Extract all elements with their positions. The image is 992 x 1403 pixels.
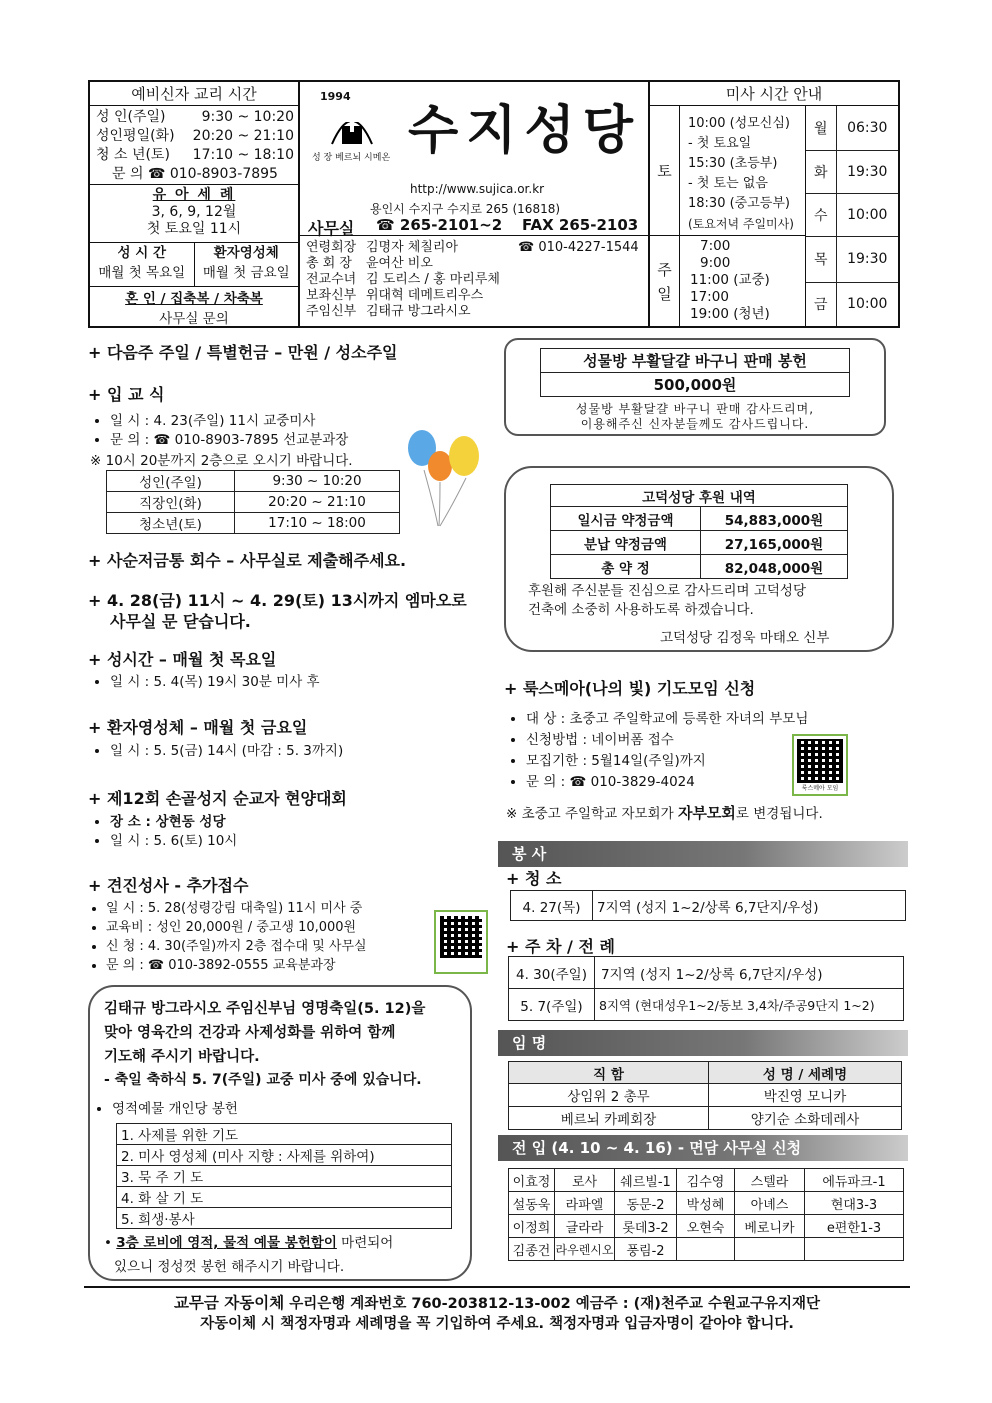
appointment-section-band: 임 명 xyxy=(498,1030,908,1056)
parish-logo-icon xyxy=(328,104,376,148)
holy-hour-title: + 성시간 – 매월 첫 목요일 xyxy=(88,650,277,669)
founded-year: 1994 xyxy=(320,90,351,103)
palm-offering-thanks: 성물방 부활달걀 바구니 판매 감사드리며, 이용해주신 신자분들께도 감사드립니다. xyxy=(575,402,815,431)
table-row: 베르뇌 카페회장 양기순 소화데레사 xyxy=(509,1107,902,1130)
table-row: 김종건 라우렌시오 풍림-2 xyxy=(509,1238,904,1261)
lux-mea-note: ※ 초중고 주일학교 자모회가 자부모회로 변경됩니다. xyxy=(506,804,823,822)
table-row: 상임위 2 총무 박진영 모니카 xyxy=(509,1084,902,1107)
table-row: 이정희 글라라 롯데3-2 오현숙 베로니카 e편한1-3 xyxy=(509,1215,904,1238)
office-phone: ☎ 265-2101~2 xyxy=(376,216,503,234)
address: 용인시 수지구 수지로 265 (16818) xyxy=(370,202,561,216)
catechism-times xyxy=(90,106,298,184)
table-row: 2. 미사 영성체 (미사 지향 : 사제를 위하여) xyxy=(117,1145,452,1166)
feast-mass-notice: - 축일 축하식 5. 7(주일) 교중 미사 중에 있습니다. xyxy=(104,1072,422,1088)
table-row: 직장인(화) 20:20 ~ 21:10 xyxy=(107,492,400,513)
martyr-festival-title: + 제12회 손골성지 순교자 현양대회 xyxy=(88,789,347,808)
catechism-title: 예비신자 교리 시간 xyxy=(90,82,298,106)
spiritual-offering-table xyxy=(116,1123,452,1229)
qr-code-icon xyxy=(797,739,843,783)
list-item: • 일 시 : 5. 4(목) 19시 30분 미사 후 xyxy=(110,673,320,692)
table-row: 5. 희생·봉사 xyxy=(117,1208,452,1229)
godeok-signature: 고덕성당 김정욱 마태오 신부 xyxy=(660,630,830,646)
table-row: 4. 27(목) 7지역 (성지 1~2/상록 6,7단지/우성) xyxy=(511,891,906,921)
entrance-list xyxy=(110,412,348,450)
qr-caption: 룩스메아 모임 xyxy=(801,785,839,792)
catechism-row: 청 소 년(토) 17:10 ~ 18:10 xyxy=(96,147,294,163)
table-row: 성인(주일) 9:30 ~ 10:20 xyxy=(107,471,400,492)
weekday-row: 목 19:30 xyxy=(806,236,898,282)
sick-title: 환자영성체 xyxy=(213,245,279,261)
weekday-row: 금 10:00 xyxy=(806,282,898,326)
table-row: 청소년(토) 17:10 ~ 18:00 xyxy=(107,513,400,534)
lux-mea-title: + 룩스메아(나의 빛) 기도모임 신청 xyxy=(504,679,756,698)
godeok-donation-box xyxy=(504,466,894,652)
martyr-festival-list xyxy=(110,813,237,851)
fax-number: FAX 265-2103 xyxy=(522,216,639,234)
parking-liturgy-table xyxy=(508,956,904,1021)
list-item: • 문 의 : ☎ 010-8903-7895 선교분과장 xyxy=(110,431,348,450)
staff-row: 전교수녀 김 도리스 / 홍 마리루체 xyxy=(306,272,500,287)
list-item: • 문 의 : ☎ 010-3892-0555 교육분과장 xyxy=(106,956,367,975)
weekday-row: 수 10:00 xyxy=(806,193,898,236)
staff-row: 보좌신부 위대혁 데메트리우스 xyxy=(306,288,484,303)
wedding-inquiry: 사무실 문의 xyxy=(159,311,229,327)
qr-code-icon xyxy=(440,916,482,958)
header-left-column xyxy=(90,82,300,326)
catechism-row: 성인평일(화) 20:20 ~ 21:10 xyxy=(96,128,294,144)
footer-instruction: 자동이체 시 책정자명과 세례명을 꼭 기입하여 주세요. 책정자명과 입금자명이 같아야 합니다. xyxy=(200,1316,794,1332)
adoration-time: 매월 첫 목요일 xyxy=(98,265,186,281)
infant-months: 3, 6, 9, 12월 xyxy=(151,204,237,220)
header-box xyxy=(88,80,900,328)
footer-account: 교무금 자동이체 우리은행 계좌번호 760-203812-13-002 예금주 : (재)천주교 수원교구유지재단 xyxy=(173,1294,821,1312)
footer xyxy=(84,1293,910,1334)
mass-times xyxy=(650,82,898,326)
feast-message: 김태규 방그라시오 주임신부님 영명축일(5. 12)을 맞아 영육간의 건강과 사제성화를 위하여 함께 기도해 주시기 바랍니다. xyxy=(104,1001,426,1065)
sick-communion-list xyxy=(110,742,343,761)
adoration-sick-row xyxy=(90,242,298,286)
table-row: 일시금 약정금액 54,883,000원 xyxy=(551,507,848,531)
entrance-note: ※ 10시 20분까지 2층으로 오시기 바랍니다. xyxy=(90,453,353,469)
palm-offering-table xyxy=(540,348,850,397)
table-row: 설동욱 라파엘 동문-2 박성혜 아녜스 현대3-3 xyxy=(509,1192,904,1215)
table-row: 분납 약정금액 27,165,000원 xyxy=(551,531,848,555)
confirmation-title: + 견진성사 - 추가접수 xyxy=(88,876,249,895)
footer-divider xyxy=(84,1286,910,1288)
mass-title: 미사 시간 안내 xyxy=(650,82,898,106)
godeok-thanks: 후원해 주신분들 진심으로 감사드리며 고덕성당 건축에 소중히 사용하도록 하겠습니다. xyxy=(528,583,806,618)
table-header-row: 직 함 성 명 / 세례명 xyxy=(509,1062,902,1084)
lent-bank-notice: + 사순저금통 회수 – 사무실로 제출해주세요. xyxy=(88,551,407,570)
catechism-row: 성 인(주일) 9:30 ~ 10:20 xyxy=(96,109,294,125)
table-row: 이효정 로사 쉐르빌-1 김수영 스텔라 에듀파크-1 xyxy=(509,1169,904,1192)
sunday-times: 7:00 9:00 11:00 (교중) 17:00 19:00 (청년) xyxy=(680,236,806,326)
cleaning-title: + 청 소 xyxy=(506,869,562,888)
confirmation-list xyxy=(106,899,367,975)
parking-liturgy-title: + 주 차 / 전 례 xyxy=(506,937,615,956)
website-link[interactable]: http://www.sujica.or.kr xyxy=(410,182,545,196)
table-row: 4. 화 살 기 도 xyxy=(117,1187,452,1208)
header-center xyxy=(300,82,650,236)
weekday-mass-table xyxy=(806,106,898,326)
list-item: • 교육비 : 성인 20,000원 / 중고생 10,000원 xyxy=(106,918,367,937)
list-item: • 일 시 : 5. 5(금) 14시 (마감 : 5. 3까지) xyxy=(110,742,343,761)
table-row: 1. 사제를 위한 기도 xyxy=(117,1124,452,1145)
office-closed-notice-2: 사무실 문 닫습니다. xyxy=(110,612,251,631)
list-item: • 일 시 : 4. 23(주일) 11시 교중미사 xyxy=(110,412,348,431)
holy-hour-list xyxy=(110,673,320,692)
staff-row: 주임신부 김태규 방그라시오 xyxy=(306,304,471,319)
catechism-inquiry: 문 의 ☎ 010-8903-7895 xyxy=(112,166,278,182)
entrance-table xyxy=(106,470,400,534)
list-item: • 대 상 : 초중고 주일학교에 등록한 자녀의 부모님 xyxy=(526,709,808,730)
list-item: • 신 청 : 4. 30(주일)까지 2층 접수대 및 사무실 xyxy=(106,937,367,956)
sick-time: 매월 첫 금요일 xyxy=(202,265,290,281)
infant-title: 유 아 세 례 xyxy=(152,187,236,203)
table-row: 4. 30(주일) 7지역 (성지 1~2/상록 6,7단지/우성) xyxy=(509,957,904,989)
cleaning-table xyxy=(510,890,906,921)
infant-time: 첫 토요일 11시 xyxy=(146,221,242,237)
next-sunday-notice: + 다음주 주일 / 특별헌금 – 만원 / 성소주일 xyxy=(88,343,398,362)
sunday-label: 주 일 xyxy=(650,236,680,326)
transfer-table xyxy=(508,1168,904,1261)
table-row: 총 약 정 82,048,000원 xyxy=(551,555,848,579)
godeok-title: 고덕성당 후원 내역 xyxy=(551,485,848,507)
parish-name: 수지성당 xyxy=(408,101,641,161)
weekday-row: 월 06:30 xyxy=(806,106,898,150)
table-row: 5. 7(주일) 8지역 (현대성우1~2/동보 3,4차/주공9단지 1~2) xyxy=(509,989,904,1021)
saturday-times: 10:00 (성모신심) - 첫 토요일 15:30 (초등부) - 첫 토는 없음 18:30 (중고등부) (토요저녁 주일미사) xyxy=(680,106,806,236)
staff-row: 연령회장 김명자 체칠리아 ☎ 010-4227-1544 xyxy=(306,240,639,255)
list-item: • 문 의 : ☎ 010-3829-4024 xyxy=(526,772,808,793)
list-item: • 모집기한 : 5월14일(주일)까지 xyxy=(526,751,808,772)
spiritual-offering-note: • 3층 로비에 영적, 물적 예물 봉헌함이 마련되어 xyxy=(104,1235,394,1251)
spiritual-offering-note-2: 있으니 정성껏 봉헌 해주시기 바랍니다. xyxy=(114,1259,345,1275)
table-row: 3. 묵 주 기 도 xyxy=(117,1166,452,1187)
saturday-label: 토 xyxy=(650,106,680,236)
infant-baptism xyxy=(90,184,298,242)
spiritual-offering-title: • 영적예물 개인당 봉헌 xyxy=(112,1097,238,1117)
confirmation-qr-code[interactable] xyxy=(434,910,488,974)
appointment-table xyxy=(508,1061,902,1130)
palm-offering-box xyxy=(504,338,886,436)
wedding-blessing xyxy=(90,286,298,329)
list-item: • 일 시 : 5. 28(성령강림 대축일) 11시 미사 중 xyxy=(106,899,367,918)
list-item: • 일 시 : 5. 6(토) 10시 xyxy=(110,832,237,851)
list-item: • 신청방법 : 네이버폼 접수 xyxy=(526,730,808,751)
weekday-row: 화 19:30 xyxy=(806,150,898,193)
staff-row: 총 회 장 윤여산 비오 xyxy=(306,256,433,271)
palm-offering-amount: 500,000원 xyxy=(541,373,850,397)
feast-day-box xyxy=(88,985,472,1281)
sick-communion-title: + 환자영성체 – 매월 첫 금요일 xyxy=(88,718,308,737)
office-closed-notice: + 4. 28(금) 11시 ~ 4. 29(토) 13시까지 엠마오로 xyxy=(88,591,467,610)
transfer-section-band: 전 입 (4. 10 ~ 4. 16) - 면담 사무실 신청 xyxy=(498,1135,908,1161)
adoration-title: 성 시 간 xyxy=(117,245,167,261)
service-section-band: 봉 사 xyxy=(498,841,908,867)
office-label: 사무실 xyxy=(308,219,355,238)
balloons-icon xyxy=(404,426,484,530)
wedding-title: 혼 인 / 집축복 / 차축복 xyxy=(125,291,263,307)
entrance-title: + 입 교 식 xyxy=(88,385,165,404)
godeok-donation-table xyxy=(550,484,848,579)
palm-offering-title: 성물방 부활달걀 바구니 판매 봉헌 xyxy=(541,349,850,373)
list-item: • 장 소 : 상현동 성당 xyxy=(110,813,237,832)
lux-mea-qr-code[interactable] xyxy=(792,734,848,796)
logo-caption: 성 장 베르뇌 시메온 xyxy=(312,153,391,163)
staff-list xyxy=(300,236,650,326)
lux-mea-list xyxy=(526,709,808,793)
